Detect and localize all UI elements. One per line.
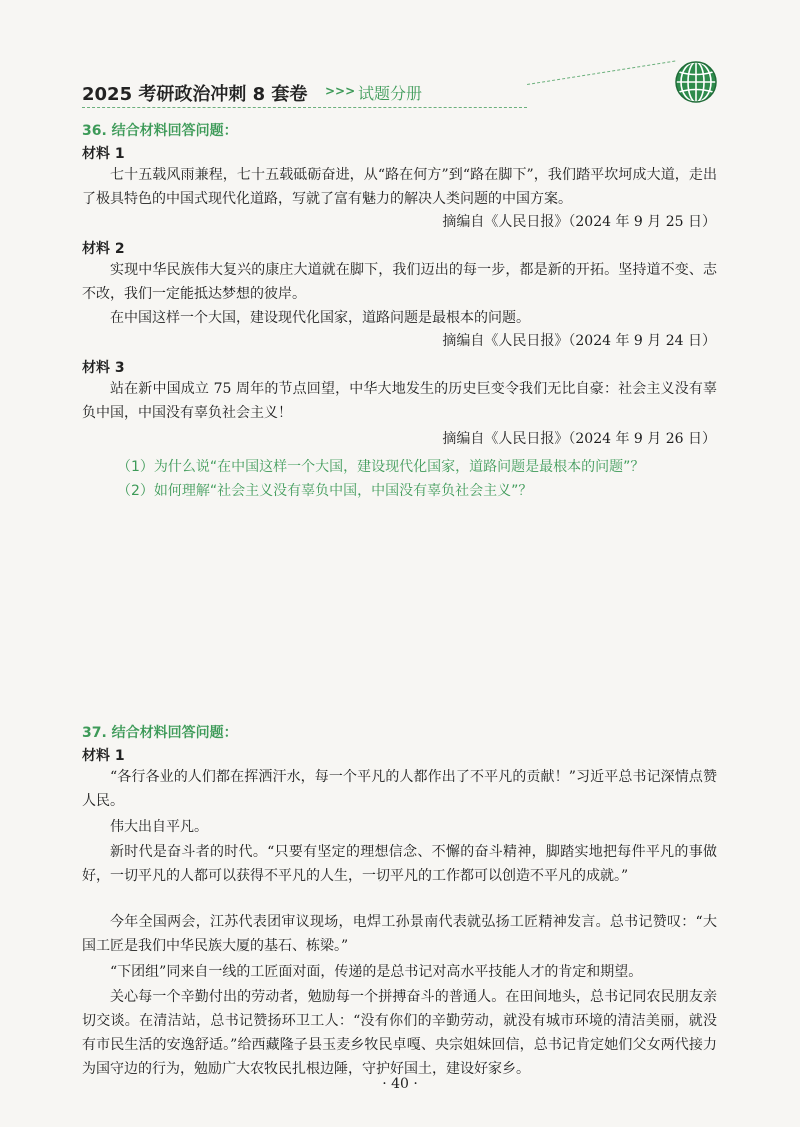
q37-paragraph-6: 关心每一个辛勤付出的劳动者，勉励每一个拼搏奋斗的普通人。在田间地头，总书记同农民朋友亲切交谈。在清洁站，总书记赞扬环卫工人：“没有你们的辛勤劳动，就没有城市环境的清洁美丽，就没有市民生活的安逸舒适。”给西藏隆子县玉麦乡牧民卓嘎、央宗姐妹回信，总书记肯定她们父女两代接力为国守边的行为，勉励广大农牧民扎根边陲，守护好国土，建设好家乡。 [82,989,717,1077]
q37-paragraph-5: “下团组”同来自一线的工匠面对面，传递的是总书记对高水平技能人才的肯定和期望。 [110,964,643,980]
header-divider-slant [527,61,675,85]
book-title: 2025 考研政治冲刺 8 套卷 [82,84,308,105]
q37-material-1-label: 材料 1 [82,748,125,764]
q37-paragraph-4: 今年全国两会，江苏代表团审议现场，电焊工孙景南代表就弘扬工匠精神发言。总书记赞叹：“大国工匠是我们中华民族大厦的基石、栋梁。” [82,914,717,954]
page-number: · 40 · [382,1076,418,1092]
q37-paragraph-3: 新时代是奋斗者的时代。“只要有坚定的理想信念、不懈的奋斗精神，脚踏实地把每件平凡的事做好，一切平凡的人都可以获得不平凡的人生，一切平凡的工作都可以创造不平凡的成就。” [82,844,717,884]
header-divider [82,107,527,108]
q36-material-1-source: 摘编自《人民日报》（2024 年 9 月 25 日） [442,214,716,230]
q36-material-2-source: 摘编自《人民日报》（2024 年 9 月 24 日） [442,333,716,349]
q37-paragraph-2: 伟大出自平凡。 [110,819,208,835]
q37-paragraph-1: “各行各业的人们都在挥洒汗水，每一个平凡的人都作出了不平凡的贡献！”习近平总书记深情点赞人民。 [82,769,717,809]
q36-material-2-paragraph-1: 实现中华民族伟大复兴的康庄大道就在脚下，我们迈出的每一步，都是新的开拓。坚持道不变、志不改，我们一定能抵达梦想的彼岸。 [82,262,717,302]
q36-material-2-paragraph-2: 在中国这样一个大国，建设现代化国家，道路问题是最根本的问题。 [110,310,530,326]
globe-icon [674,60,718,104]
q36-subquestion-1: （1）为什么说“在中国这样一个大国，建设现代化国家，道路问题是最根本的问题”？ [117,459,645,475]
page-header [82,78,722,110]
q36-material-1-paragraph: 七十五载风雨兼程，七十五载砥砺奋进，从“路在何方”到“路在脚下”，我们踏平坎坷成大道，走出了极具特色的中国式现代化道路，写就了富有魅力的解决人类问题的中国方案。 [82,167,717,207]
book-subtitle: 试题分册 [358,84,423,103]
q36-material-2-label: 材料 2 [82,241,125,257]
header-arrows: >>> [325,84,356,98]
q36-material-1-label: 材料 1 [82,146,125,162]
q36-subquestion-2: （2）如何理解“社会主义没有辜负中国，中国没有辜负社会主义”？ [117,483,533,499]
q36-material-3-label: 材料 3 [82,360,125,376]
q36-material-3-paragraph: 站在新中国成立 75 周年的节点回望，中华大地发生的历史巨变令我们无比自豪：社会主义没有辜负中国，中国没有辜负社会主义！ [82,381,717,421]
question-36-title: 36. 结合材料回答问题： [82,123,238,139]
question-37-title: 37. 结合材料回答问题： [82,725,238,741]
q36-material-3-source: 摘编自《人民日报》（2024 年 9 月 26 日） [442,431,716,447]
